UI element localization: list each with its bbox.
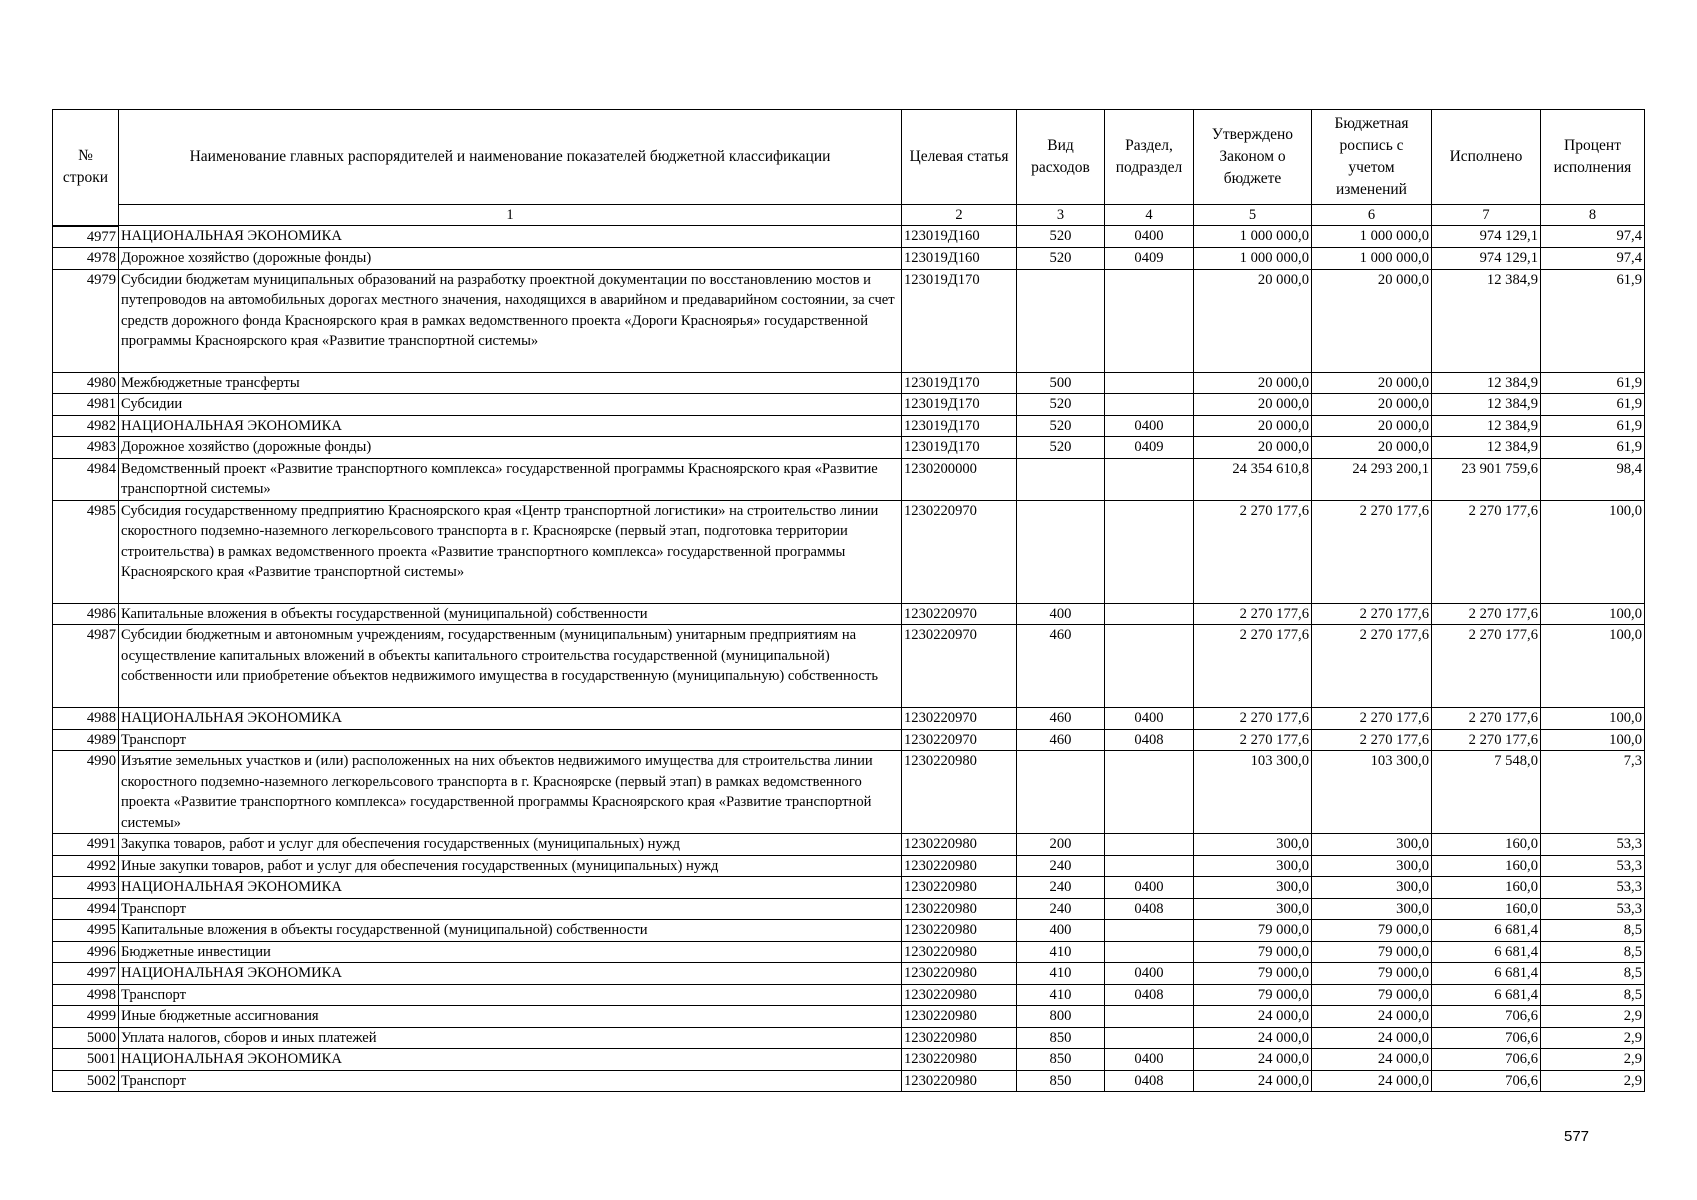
percent-cell: 100,0 (1541, 500, 1645, 603)
expense-type-cell: 410 (1017, 963, 1105, 985)
expense-type-cell: 520 (1017, 248, 1105, 270)
approved-amount-cell: 24 000,0 (1194, 1049, 1312, 1071)
row-number-cell: 4988 (53, 708, 119, 730)
expense-type-cell: 520 (1017, 226, 1105, 248)
target-article-cell: 1230200000 (902, 458, 1017, 500)
approved-amount-cell: 300,0 (1194, 834, 1312, 856)
column-number: 2 (902, 205, 1017, 226)
row-number-cell: 4996 (53, 941, 119, 963)
section-cell (1105, 855, 1194, 877)
target-article-cell: 1230220970 (902, 729, 1017, 751)
expense-type-cell: 850 (1017, 1027, 1105, 1049)
percent-cell: 100,0 (1541, 708, 1645, 730)
expense-type-cell: 850 (1017, 1070, 1105, 1092)
header-budget-schedule: Бюджетная роспись с учетом изменений (1312, 110, 1432, 205)
row-number-cell: 4983 (53, 437, 119, 459)
row-number-cell: 4992 (53, 855, 119, 877)
target-article-cell: 123019Д170 (902, 372, 1017, 394)
column-number: 3 (1017, 205, 1105, 226)
row-name-cell: Уплата налогов, сборов и иных платежей (119, 1027, 902, 1049)
expense-type-cell (1017, 500, 1105, 603)
approved-amount-cell: 300,0 (1194, 877, 1312, 899)
table-row (53, 458, 1645, 500)
budget-amount-cell: 300,0 (1312, 834, 1432, 856)
expense-type-cell (1017, 458, 1105, 500)
table-row (53, 500, 1645, 603)
section-cell (1105, 372, 1194, 394)
target-article-cell: 1230220980 (902, 1049, 1017, 1071)
column-number: 4 (1105, 205, 1194, 226)
executed-amount-cell: 974 129,1 (1432, 248, 1541, 270)
table-row (53, 984, 1645, 1006)
percent-cell: 100,0 (1541, 603, 1645, 625)
row-number-cell: 4977 (53, 226, 119, 248)
budget-amount-cell: 2 270 177,6 (1312, 625, 1432, 708)
row-number-cell: 5001 (53, 1049, 119, 1071)
section-cell (1105, 751, 1194, 834)
executed-amount-cell: 974 129,1 (1432, 226, 1541, 248)
executed-amount-cell: 12 384,9 (1432, 269, 1541, 372)
executed-amount-cell: 7 548,0 (1432, 751, 1541, 834)
header-approved: Утверждено Законом о бюджете (1194, 110, 1312, 205)
column-number: 1 (119, 205, 902, 226)
row-name-cell: Транспорт (119, 1070, 902, 1092)
budget-amount-cell: 300,0 (1312, 898, 1432, 920)
approved-amount-cell: 20 000,0 (1194, 372, 1312, 394)
percent-cell: 61,9 (1541, 415, 1645, 437)
section-cell (1105, 1006, 1194, 1028)
expense-type-cell: 460 (1017, 729, 1105, 751)
executed-amount-cell: 706,6 (1432, 1027, 1541, 1049)
expense-type-cell (1017, 751, 1105, 834)
row-number-cell: 4986 (53, 603, 119, 625)
row-name-cell: Иные закупки товаров, работ и услуг для обеспечения государственных (муниципальных) нужд (119, 855, 902, 877)
executed-amount-cell: 12 384,9 (1432, 415, 1541, 437)
row-number-cell: 5000 (53, 1027, 119, 1049)
section-cell: 0408 (1105, 1070, 1194, 1092)
budget-amount-cell: 24 000,0 (1312, 1006, 1432, 1028)
target-article-cell: 1230220970 (902, 603, 1017, 625)
row-name-cell: Бюджетные инвестиции (119, 941, 902, 963)
approved-amount-cell: 24 000,0 (1194, 1070, 1312, 1092)
table-row (53, 415, 1645, 437)
budget-amount-cell: 300,0 (1312, 855, 1432, 877)
target-article-cell: 123019Д160 (902, 248, 1017, 270)
section-cell (1105, 920, 1194, 942)
budget-report-sheet (52, 109, 1644, 1092)
section-cell (1105, 269, 1194, 372)
budget-amount-cell: 79 000,0 (1312, 941, 1432, 963)
expense-type-cell: 520 (1017, 394, 1105, 416)
percent-cell: 61,9 (1541, 269, 1645, 372)
header-name: Наименование главных распорядителей и наименование показателей бюджетной классификации (119, 110, 902, 205)
executed-amount-cell: 160,0 (1432, 855, 1541, 877)
target-article-cell: 1230220980 (902, 963, 1017, 985)
percent-cell: 97,4 (1541, 226, 1645, 248)
column-number: 6 (1312, 205, 1432, 226)
approved-amount-cell: 24 000,0 (1194, 1027, 1312, 1049)
budget-amount-cell: 20 000,0 (1312, 437, 1432, 459)
approved-amount-cell: 2 270 177,6 (1194, 625, 1312, 708)
section-cell: 0400 (1105, 963, 1194, 985)
header-percent: Процент исполнения (1541, 110, 1645, 205)
section-cell: 0400 (1105, 415, 1194, 437)
approved-amount-cell: 24 000,0 (1194, 1006, 1312, 1028)
percent-cell: 98,4 (1541, 458, 1645, 500)
row-number-cell: 4997 (53, 963, 119, 985)
executed-amount-cell: 6 681,4 (1432, 963, 1541, 985)
row-number-cell: 4995 (53, 920, 119, 942)
budget-amount-cell: 2 270 177,6 (1312, 708, 1432, 730)
row-name-cell: Иные бюджетные ассигнования (119, 1006, 902, 1028)
table-row (53, 394, 1645, 416)
percent-cell: 53,3 (1541, 898, 1645, 920)
row-name-cell: Ведомственный проект «Развитие транспортного комплекса» государственной программы Красноярского края «Развитие транспортной системы» (119, 458, 902, 500)
column-number-row (53, 205, 1645, 226)
approved-amount-cell: 2 270 177,6 (1194, 603, 1312, 625)
budget-amount-cell: 20 000,0 (1312, 269, 1432, 372)
row-number-cell: 4980 (53, 372, 119, 394)
row-number-cell: 4994 (53, 898, 119, 920)
target-article-cell: 1230220980 (902, 898, 1017, 920)
expense-type-cell: 240 (1017, 855, 1105, 877)
table-row (53, 1027, 1645, 1049)
row-name-cell: Субсидии (119, 394, 902, 416)
approved-amount-cell: 103 300,0 (1194, 751, 1312, 834)
approved-amount-cell: 24 354 610,8 (1194, 458, 1312, 500)
row-name-cell: Закупка товаров, работ и услуг для обеспечения государственных (муниципальных) нужд (119, 834, 902, 856)
expense-type-cell: 800 (1017, 1006, 1105, 1028)
budget-amount-cell: 79 000,0 (1312, 984, 1432, 1006)
percent-cell: 2,9 (1541, 1027, 1645, 1049)
approved-amount-cell: 79 000,0 (1194, 984, 1312, 1006)
percent-cell: 8,5 (1541, 984, 1645, 1006)
budget-amount-cell: 79 000,0 (1312, 920, 1432, 942)
row-number-cell: 4985 (53, 500, 119, 603)
row-number-cell: 4998 (53, 984, 119, 1006)
section-cell: 0400 (1105, 226, 1194, 248)
expense-type-cell: 200 (1017, 834, 1105, 856)
expense-type-cell: 240 (1017, 898, 1105, 920)
section-cell (1105, 625, 1194, 708)
approved-amount-cell: 1 000 000,0 (1194, 248, 1312, 270)
table-row (53, 1049, 1645, 1071)
target-article-cell: 1230220980 (902, 920, 1017, 942)
executed-amount-cell: 2 270 177,6 (1432, 729, 1541, 751)
percent-cell: 97,4 (1541, 248, 1645, 270)
section-cell: 0409 (1105, 248, 1194, 270)
target-article-cell: 1230220980 (902, 751, 1017, 834)
row-name-cell: Субсидии бюджетным и автономным учреждениям, государственным (муниципальным) унитарным предприятиям на осуществление капитальных вложений в объекты капитального строительства государственной (муниципальной) собственности или приобретение объектов недвижимого имущества в государственную (муниципальную) собственность (119, 625, 902, 708)
approved-amount-cell: 20 000,0 (1194, 394, 1312, 416)
row-number-cell: 4981 (53, 394, 119, 416)
row-name-cell: Транспорт (119, 729, 902, 751)
row-number-cell: 4978 (53, 248, 119, 270)
table-row (53, 729, 1645, 751)
expense-type-cell: 850 (1017, 1049, 1105, 1071)
budget-amount-cell: 1 000 000,0 (1312, 226, 1432, 248)
section-cell: 0400 (1105, 877, 1194, 899)
target-article-cell: 1230220980 (902, 877, 1017, 899)
executed-amount-cell: 6 681,4 (1432, 984, 1541, 1006)
target-article-cell: 1230220970 (902, 708, 1017, 730)
row-number-cell: 4991 (53, 834, 119, 856)
expense-type-cell: 460 (1017, 708, 1105, 730)
section-cell (1105, 834, 1194, 856)
expense-type-cell: 460 (1017, 625, 1105, 708)
target-article-cell: 1230220980 (902, 941, 1017, 963)
executed-amount-cell: 6 681,4 (1432, 941, 1541, 963)
executed-amount-cell: 160,0 (1432, 834, 1541, 856)
table-row (53, 855, 1645, 877)
target-article-cell: 1230220980 (902, 984, 1017, 1006)
row-name-cell: НАЦИОНАЛЬНАЯ ЭКОНОМИКА (119, 1049, 902, 1071)
header-executed: Исполнено (1432, 110, 1541, 205)
executed-amount-cell: 2 270 177,6 (1432, 708, 1541, 730)
approved-amount-cell: 1 000 000,0 (1194, 226, 1312, 248)
target-article-cell: 1230220980 (902, 834, 1017, 856)
percent-cell: 61,9 (1541, 394, 1645, 416)
expense-type-cell (1017, 269, 1105, 372)
approved-amount-cell: 79 000,0 (1194, 963, 1312, 985)
target-article-cell: 1230220980 (902, 1070, 1017, 1092)
table-row (53, 877, 1645, 899)
section-cell: 0408 (1105, 984, 1194, 1006)
expense-type-cell: 400 (1017, 603, 1105, 625)
table-row (53, 1006, 1645, 1028)
budget-amount-cell: 20 000,0 (1312, 394, 1432, 416)
row-number-cell: 4999 (53, 1006, 119, 1028)
row-name-cell: Дорожное хозяйство (дорожные фонды) (119, 437, 902, 459)
target-article-cell: 123019Д170 (902, 394, 1017, 416)
percent-cell: 61,9 (1541, 372, 1645, 394)
table-row (53, 708, 1645, 730)
target-article-cell: 1230220970 (902, 625, 1017, 708)
column-number: 8 (1541, 205, 1645, 226)
percent-cell: 2,9 (1541, 1006, 1645, 1028)
row-name-cell: Транспорт (119, 984, 902, 1006)
budget-amount-cell: 103 300,0 (1312, 751, 1432, 834)
table-body (53, 226, 1645, 1092)
expense-type-cell: 520 (1017, 437, 1105, 459)
approved-amount-cell: 300,0 (1194, 898, 1312, 920)
percent-cell: 7,3 (1541, 751, 1645, 834)
column-number: 5 (1194, 205, 1312, 226)
budget-amount-cell: 24 293 200,1 (1312, 458, 1432, 500)
table-row (53, 437, 1645, 459)
approved-amount-cell: 79 000,0 (1194, 920, 1312, 942)
expense-type-cell: 240 (1017, 877, 1105, 899)
percent-cell: 8,5 (1541, 920, 1645, 942)
row-number-cell: 5002 (53, 1070, 119, 1092)
executed-amount-cell: 160,0 (1432, 877, 1541, 899)
table-row (53, 269, 1645, 372)
target-article-cell: 123019Д170 (902, 437, 1017, 459)
row-name-cell: Субсидия государственному предприятию Красноярского края «Центр транспортной логистики» на строительство линии скоростного подземно-наземного легкорельсового транспорта в г. Красноярске (первый этап, подготовка территории строительства) в рамках ведомственного проекта «Развитие транспортного комплекса» государственной программы Красноярского края «Развитие транспортной системы» (119, 500, 902, 603)
budget-amount-cell: 24 000,0 (1312, 1027, 1432, 1049)
executed-amount-cell: 706,6 (1432, 1006, 1541, 1028)
row-number-cell: 4993 (53, 877, 119, 899)
target-article-cell: 1230220970 (902, 500, 1017, 603)
section-cell (1105, 394, 1194, 416)
approved-amount-cell: 79 000,0 (1194, 941, 1312, 963)
budget-amount-cell: 300,0 (1312, 877, 1432, 899)
row-number-cell: 4979 (53, 269, 119, 372)
budget-amount-cell: 20 000,0 (1312, 415, 1432, 437)
header-target-article: Целевая статья (902, 110, 1017, 205)
percent-cell: 53,3 (1541, 877, 1645, 899)
executed-amount-cell: 12 384,9 (1432, 372, 1541, 394)
row-name-cell: Межбюджетные трансферты (119, 372, 902, 394)
target-article-cell: 1230220980 (902, 1006, 1017, 1028)
column-number: 7 (1432, 205, 1541, 226)
table-row (53, 920, 1645, 942)
row-name-cell: НАЦИОНАЛЬНАЯ ЭКОНОМИКА (119, 708, 902, 730)
table-row (53, 751, 1645, 834)
budget-amount-cell: 2 270 177,6 (1312, 729, 1432, 751)
table-header-row (53, 110, 1645, 205)
percent-cell: 2,9 (1541, 1070, 1645, 1092)
target-article-cell: 1230220980 (902, 855, 1017, 877)
row-name-cell: Транспорт (119, 898, 902, 920)
section-cell (1105, 458, 1194, 500)
budget-amount-cell: 2 270 177,6 (1312, 603, 1432, 625)
page-number: 577 (1564, 1128, 1590, 1145)
row-name-cell: НАЦИОНАЛЬНАЯ ЭКОНОМИКА (119, 226, 902, 248)
approved-amount-cell: 2 270 177,6 (1194, 708, 1312, 730)
percent-cell: 61,9 (1541, 437, 1645, 459)
row-number-cell: 4989 (53, 729, 119, 751)
executed-amount-cell: 23 901 759,6 (1432, 458, 1541, 500)
target-article-cell: 123019Д170 (902, 415, 1017, 437)
section-cell: 0400 (1105, 1049, 1194, 1071)
table-row (53, 834, 1645, 856)
percent-cell: 100,0 (1541, 729, 1645, 751)
row-name-cell: НАЦИОНАЛЬНАЯ ЭКОНОМИКА (119, 963, 902, 985)
expense-type-cell: 500 (1017, 372, 1105, 394)
budget-amount-cell: 24 000,0 (1312, 1070, 1432, 1092)
executed-amount-cell: 6 681,4 (1432, 920, 1541, 942)
approved-amount-cell: 300,0 (1194, 855, 1312, 877)
budget-amount-cell: 79 000,0 (1312, 963, 1432, 985)
row-name-cell: Капитальные вложения в объекты государственной (муниципальной) собственности (119, 920, 902, 942)
percent-cell: 2,9 (1541, 1049, 1645, 1071)
table-row (53, 898, 1645, 920)
expense-type-cell: 410 (1017, 941, 1105, 963)
executed-amount-cell: 12 384,9 (1432, 437, 1541, 459)
header-row-number: № строки (53, 110, 119, 226)
section-cell: 0408 (1105, 729, 1194, 751)
row-number-cell: 4990 (53, 751, 119, 834)
approved-amount-cell: 20 000,0 (1194, 415, 1312, 437)
table-row (53, 625, 1645, 708)
approved-amount-cell: 20 000,0 (1194, 269, 1312, 372)
row-number-cell: 4984 (53, 458, 119, 500)
header-expense-type: Вид расходов (1017, 110, 1105, 205)
expense-type-cell: 410 (1017, 984, 1105, 1006)
executed-amount-cell: 706,6 (1432, 1049, 1541, 1071)
row-number-cell: 4987 (53, 625, 119, 708)
executed-amount-cell: 2 270 177,6 (1432, 603, 1541, 625)
table-row (53, 372, 1645, 394)
section-cell (1105, 603, 1194, 625)
percent-cell: 53,3 (1541, 855, 1645, 877)
section-cell: 0409 (1105, 437, 1194, 459)
budget-amount-cell: 20 000,0 (1312, 372, 1432, 394)
budget-amount-cell: 1 000 000,0 (1312, 248, 1432, 270)
executed-amount-cell: 706,6 (1432, 1070, 1541, 1092)
budget-execution-table (52, 109, 1645, 1092)
table-row (53, 1070, 1645, 1092)
table-row (53, 603, 1645, 625)
executed-amount-cell: 2 270 177,6 (1432, 625, 1541, 708)
row-number-cell: 4982 (53, 415, 119, 437)
approved-amount-cell: 2 270 177,6 (1194, 500, 1312, 603)
section-cell: 0408 (1105, 898, 1194, 920)
row-name-cell: Изъятие земельных участков и (или) расположенных на них объектов недвижимого имущества для строительства линии скоростного подземно-наземного легкорельсового транспорта в г. Красноярске (первый этап) в рамках ведомственного проекта «Развитие транспортного комплекса» государственной программы Красноярского края «Развитие транспортной системы» (119, 751, 902, 834)
section-cell: 0400 (1105, 708, 1194, 730)
expense-type-cell: 400 (1017, 920, 1105, 942)
row-name-cell: НАЦИОНАЛЬНАЯ ЭКОНОМИКА (119, 415, 902, 437)
table-row (53, 941, 1645, 963)
section-cell (1105, 941, 1194, 963)
section-cell (1105, 1027, 1194, 1049)
approved-amount-cell: 2 270 177,6 (1194, 729, 1312, 751)
table-row (53, 226, 1645, 248)
row-name-cell: НАЦИОНАЛЬНАЯ ЭКОНОМИКА (119, 877, 902, 899)
expense-type-cell: 520 (1017, 415, 1105, 437)
section-cell (1105, 500, 1194, 603)
percent-cell: 53,3 (1541, 834, 1645, 856)
executed-amount-cell: 12 384,9 (1432, 394, 1541, 416)
table-row (53, 963, 1645, 985)
percent-cell: 8,5 (1541, 941, 1645, 963)
row-name-cell: Капитальные вложения в объекты государственной (муниципальной) собственности (119, 603, 902, 625)
table-row (53, 248, 1645, 270)
row-name-cell: Дорожное хозяйство (дорожные фонды) (119, 248, 902, 270)
approved-amount-cell: 20 000,0 (1194, 437, 1312, 459)
target-article-cell: 1230220980 (902, 1027, 1017, 1049)
executed-amount-cell: 2 270 177,6 (1432, 500, 1541, 603)
executed-amount-cell: 160,0 (1432, 898, 1541, 920)
target-article-cell: 123019Д160 (902, 226, 1017, 248)
budget-amount-cell: 2 270 177,6 (1312, 500, 1432, 603)
header-section: Раздел, подраздел (1105, 110, 1194, 205)
row-name-cell: Субсидии бюджетам муниципальных образований на разработку проектной документации по восстановлению мостов и путепроводов на автомобильных дорогах местного значения, находящихся в аварийном и предаварийном состоянии, за счет средств дорожного фонда Красноярского края в рамках ведомственного проекта «Дороги Красноярья» государственной программы Красноярского края «Развитие транспортной системы» (119, 269, 902, 372)
percent-cell: 100,0 (1541, 625, 1645, 708)
percent-cell: 8,5 (1541, 963, 1645, 985)
target-article-cell: 123019Д170 (902, 269, 1017, 372)
budget-amount-cell: 24 000,0 (1312, 1049, 1432, 1071)
